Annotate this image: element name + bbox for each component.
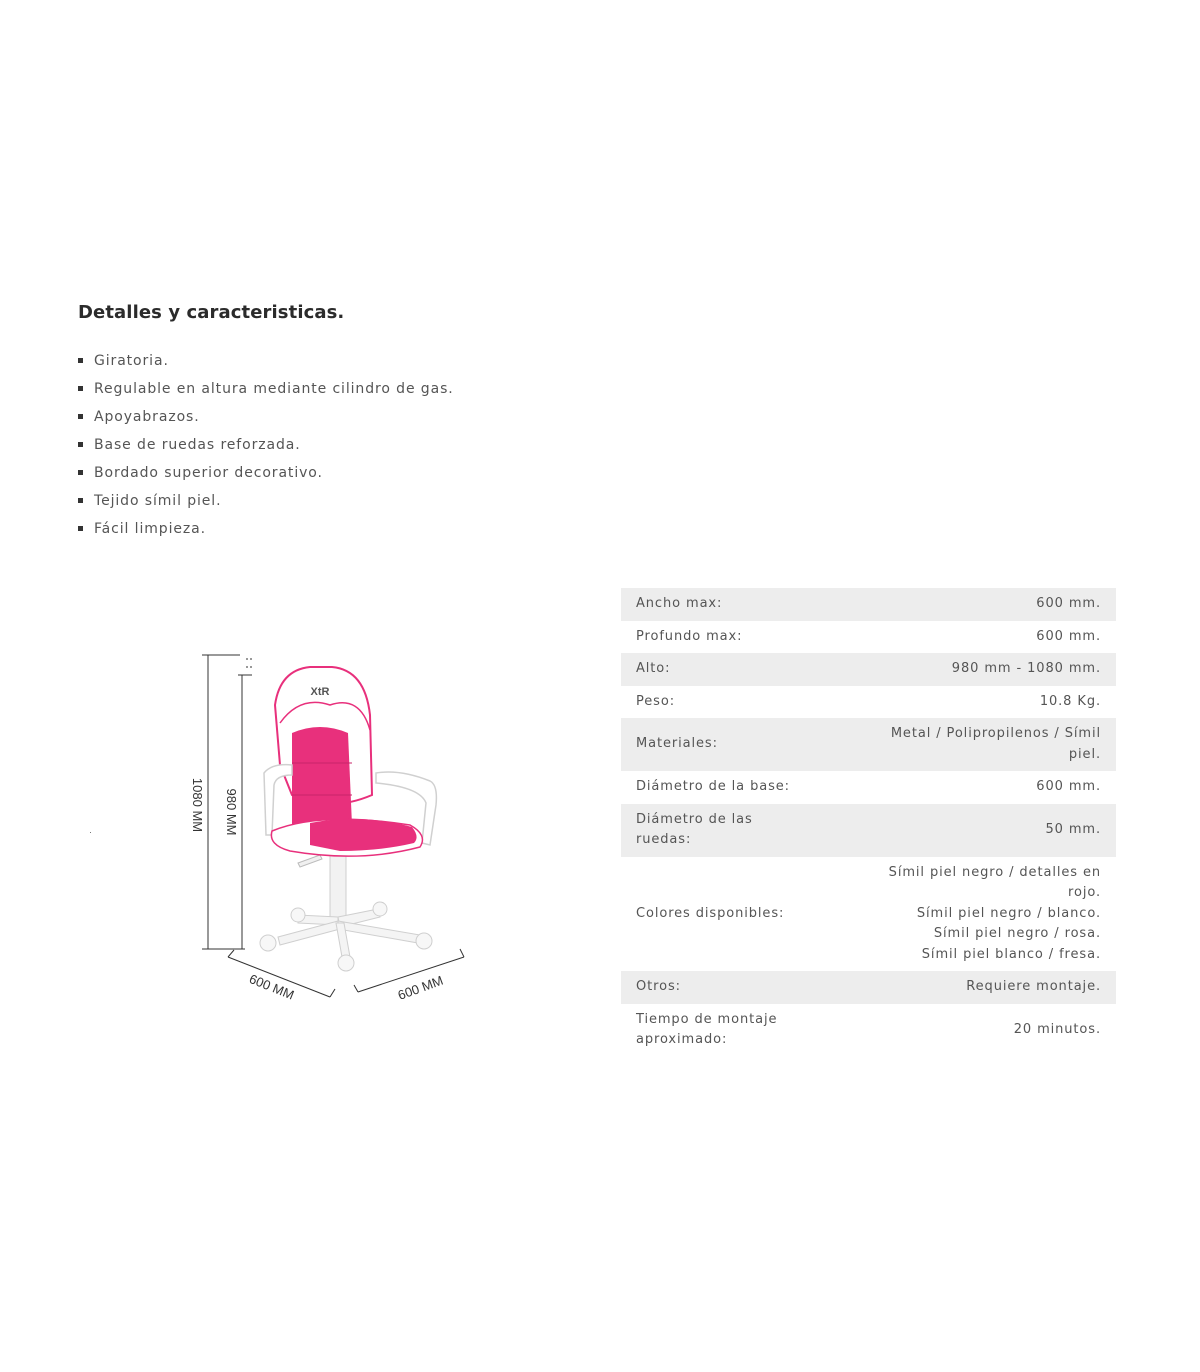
list-item (78, 461, 454, 489)
chair-backrest (275, 667, 372, 825)
table-row (621, 621, 1116, 654)
table-row (621, 686, 1116, 719)
feature-text: Bordado superior decorativo. (94, 465, 323, 481)
list-item (78, 517, 454, 545)
height-seat-label: 980 MM (224, 788, 239, 836)
spec-value-line: 20 minutos. (1013, 1021, 1101, 1037)
list-item (78, 489, 454, 517)
spec-value-line: Requiere montaje. (966, 979, 1101, 994)
spec-value (821, 771, 1116, 804)
spec-value (821, 653, 1116, 686)
feature-text: Giratoria. (94, 353, 169, 369)
spec-value (821, 971, 1116, 1004)
spec-key: Ancho max: (621, 588, 821, 621)
depth-label: 600 MM (395, 972, 446, 1003)
spec-key: Tiempo de montaje aproximado: (621, 1004, 821, 1057)
spec-value (821, 621, 1116, 654)
feature-text: Fácil limpieza. (94, 521, 206, 537)
spec-value-line: 600 mm. (1036, 628, 1101, 644)
table-row (621, 588, 1116, 621)
spec-value (821, 588, 1116, 621)
table-row (621, 653, 1116, 686)
features-list (78, 349, 454, 545)
specs-table (621, 588, 1116, 1057)
spec-value-line: Metal / Polipropilenos / Símil (890, 726, 1101, 741)
spec-value-line: Símil piel blanco / fresa. (921, 946, 1101, 962)
list-item (78, 433, 454, 461)
bullet-icon (78, 526, 83, 531)
bullet-icon (78, 442, 83, 447)
bullet-icon (78, 414, 83, 419)
table-row (621, 804, 1116, 857)
table-row (621, 1004, 1116, 1057)
spec-key: Profundo max: (621, 621, 821, 654)
chair-illustration (180, 645, 480, 1015)
table-row (621, 771, 1116, 804)
spec-value-line: 600 mm. (1036, 779, 1101, 794)
spec-value-line: 10.8 Kg. (1039, 693, 1101, 709)
bullet-icon (78, 470, 83, 475)
spec-value-line: Símil piel negro / detalles en (888, 864, 1101, 880)
chair-dimensions-figure (180, 645, 480, 1015)
height-total-label: 1080 MM (190, 777, 205, 833)
spec-value-line: piel. (1068, 746, 1101, 762)
spec-value-line: 50 mm. (1045, 821, 1101, 837)
spec-key: Otros: (621, 971, 821, 1004)
spec-value (821, 857, 1116, 972)
feature-text: Tejido símil piel. (94, 493, 222, 509)
table-row (621, 857, 1116, 972)
spec-key: Diámetro de las ruedas: (621, 804, 821, 857)
stray-dot (90, 832, 91, 833)
spec-value-line: 600 mm. (1036, 596, 1101, 611)
spec-value (821, 804, 1116, 857)
width-label: 600 MM (247, 971, 297, 1003)
feature-text: Regulable en altura mediante cilindro de gas. (94, 381, 454, 397)
spec-key: Alto: (621, 653, 821, 686)
chair-seat (271, 819, 422, 856)
spec-value-line: 980 mm - 1080 mm. (951, 661, 1101, 676)
chair-logo: XtR (310, 686, 330, 698)
spec-value (821, 1004, 1116, 1057)
table-row (621, 971, 1116, 1004)
list-item (78, 377, 454, 405)
list-item (78, 405, 454, 433)
feature-text: Apoyabrazos. (94, 409, 200, 425)
spec-value (821, 686, 1116, 719)
spec-key: Colores disponibles: (621, 857, 821, 972)
list-item (78, 349, 454, 377)
spec-key: Peso: (621, 686, 821, 719)
spec-key: Diámetro de la base: (621, 771, 821, 804)
bullet-icon (78, 358, 83, 363)
gas-lever (298, 855, 322, 867)
spec-value-line: Símil piel negro / blanco. (916, 905, 1101, 921)
table-row (621, 718, 1116, 771)
chair-base (260, 855, 432, 971)
spec-value-line: rojo. (1068, 885, 1101, 900)
spec-value-line: Símil piel negro / rosa. (933, 926, 1101, 941)
spec-key: Materiales: (621, 718, 821, 771)
section-title: Detalles y caracteristicas. (78, 302, 345, 323)
bullet-icon (78, 498, 83, 503)
bullet-icon (78, 386, 83, 391)
feature-text: Base de ruedas reforzada. (94, 437, 301, 453)
spec-value (821, 718, 1116, 771)
